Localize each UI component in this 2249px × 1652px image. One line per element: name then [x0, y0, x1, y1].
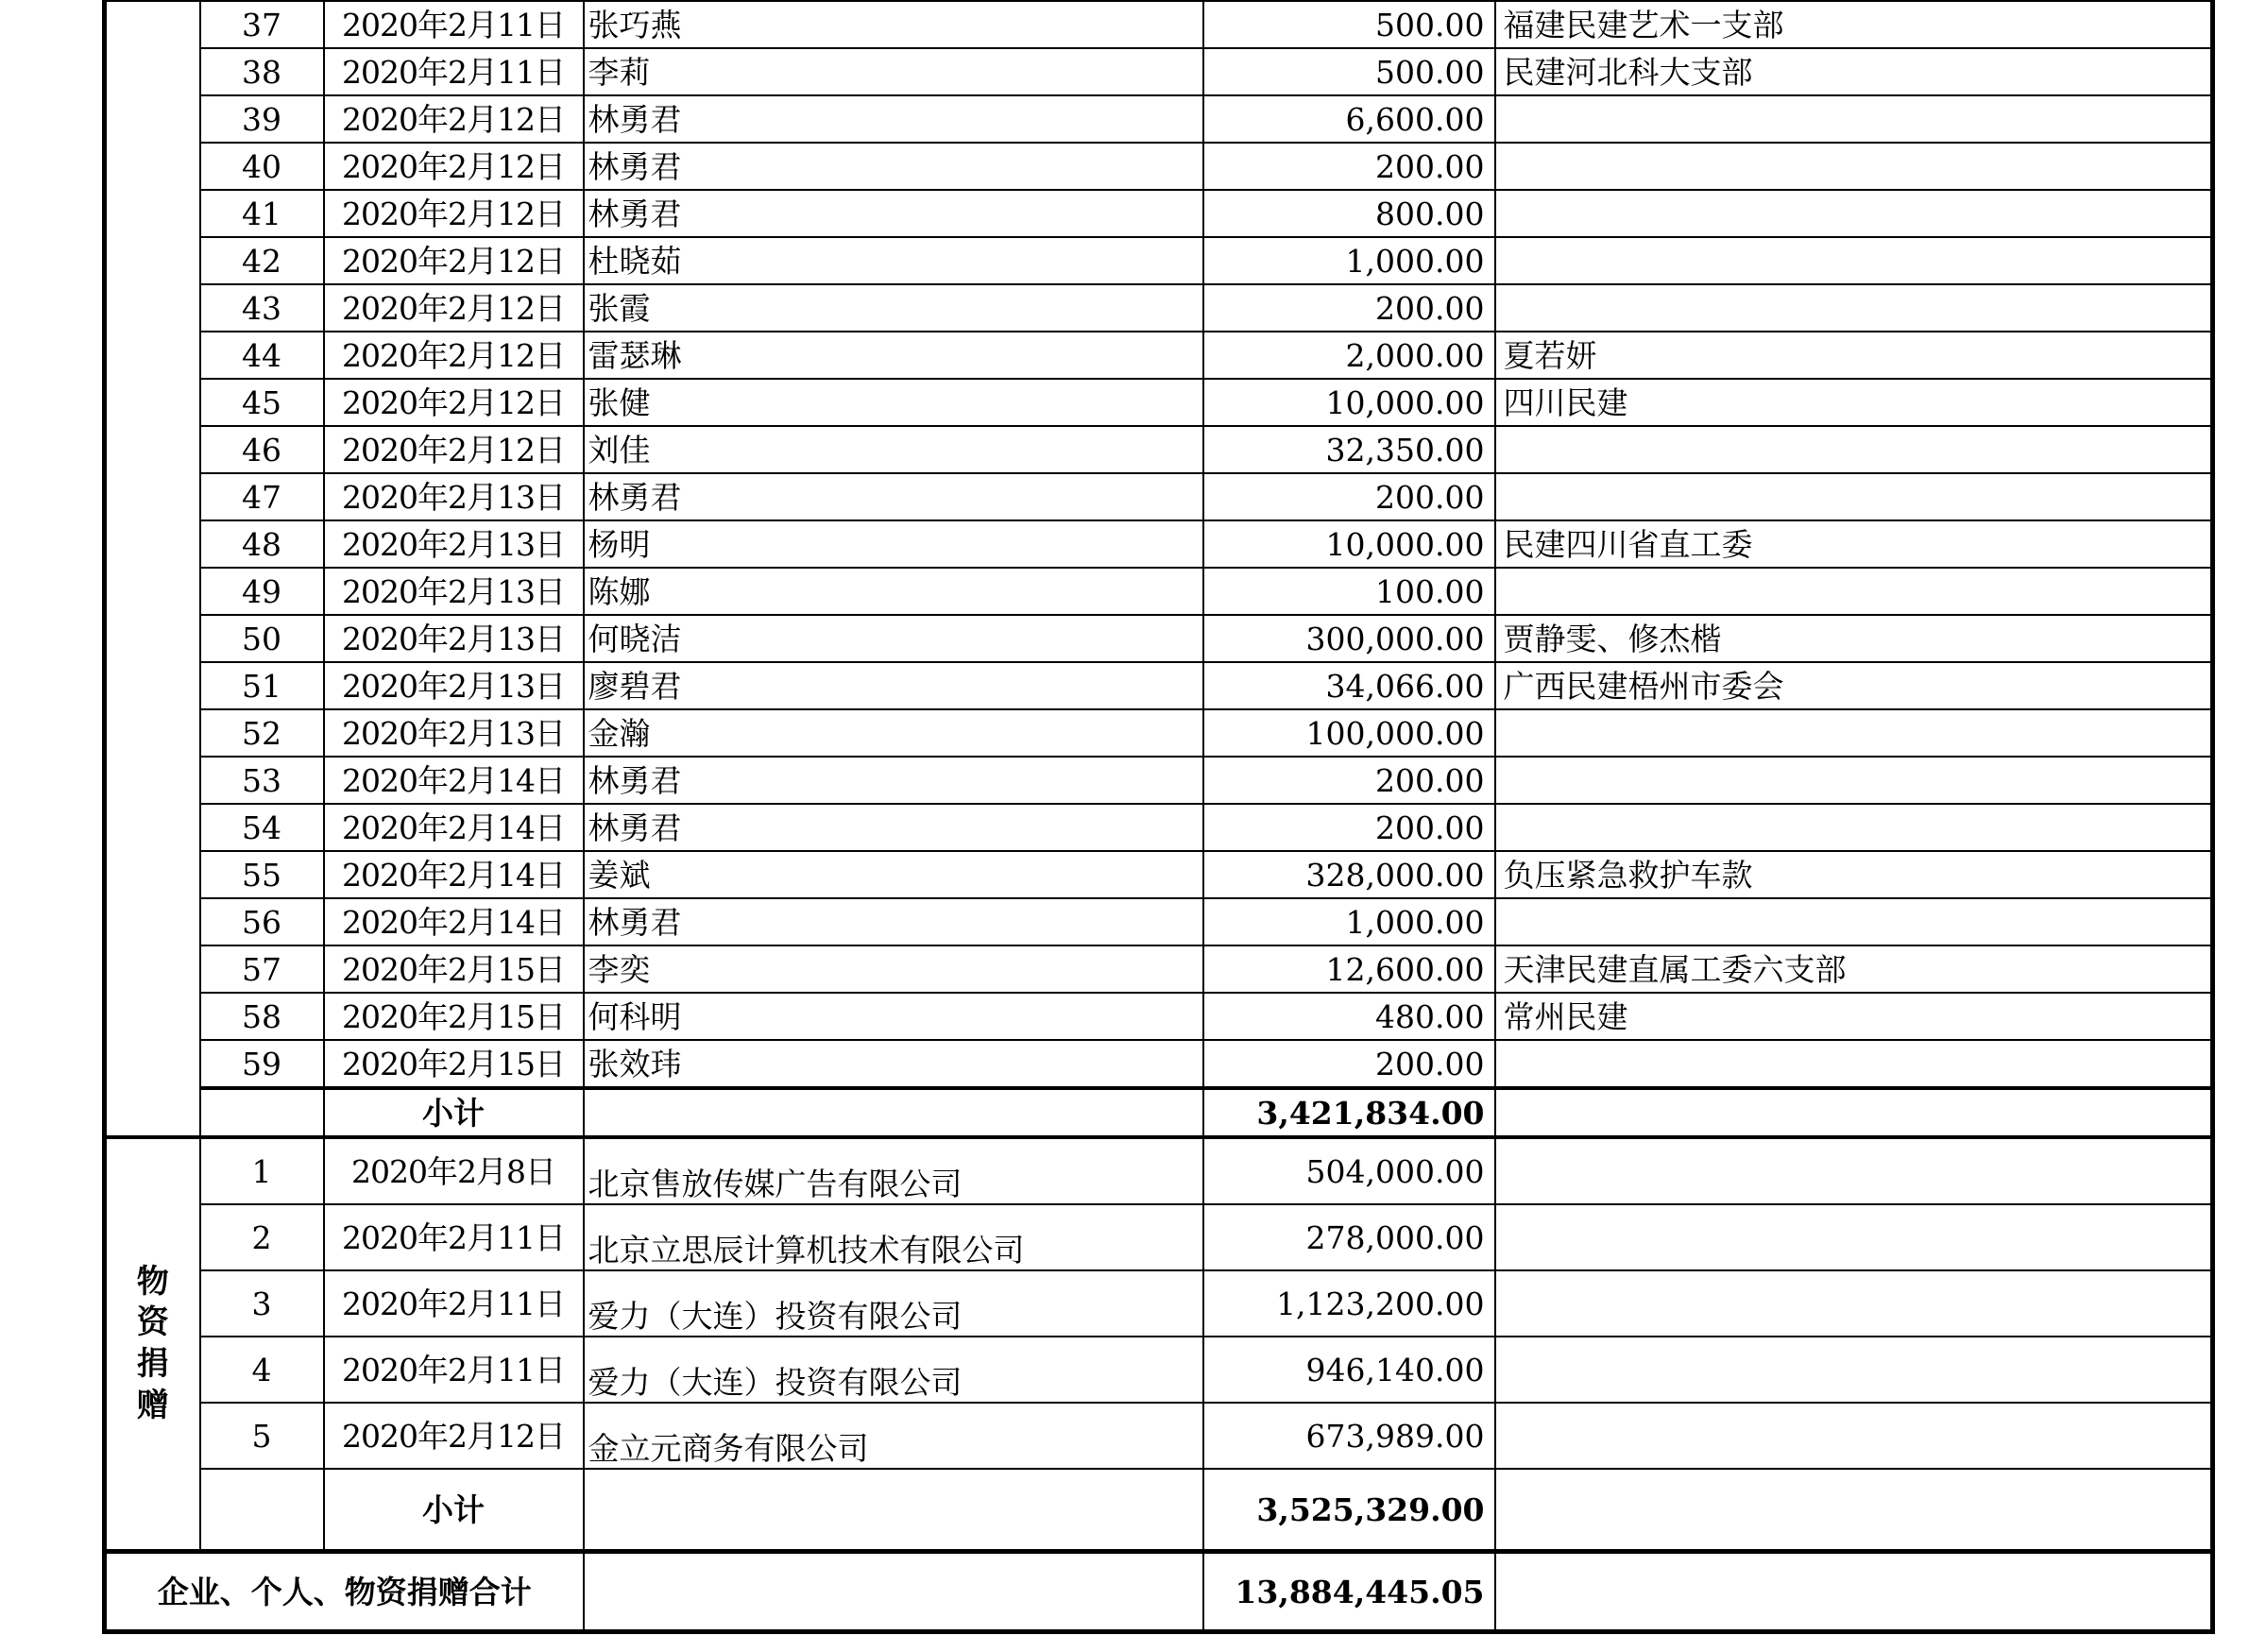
donation-amount: 200.00: [1203, 1040, 1495, 1088]
donation-amount: 34,066.00: [1203, 662, 1495, 709]
row-number: 48: [200, 520, 324, 568]
donation-date: 2020年2月14日: [324, 898, 584, 945]
donor-name: 林勇君: [584, 143, 1203, 190]
donor-name: 张效玮: [584, 1040, 1203, 1088]
grand-total-blank: [1495, 1552, 2213, 1632]
donation-date: 2020年2月12日: [324, 95, 584, 143]
donation-date: 2020年2月15日: [324, 1040, 584, 1088]
donation-amount: 500.00: [1203, 48, 1495, 95]
donation-note: [1495, 1040, 2213, 1088]
donor-name: 张霞: [584, 284, 1203, 332]
donation-note: 天津民建直属工委六支部: [1495, 945, 2213, 993]
row-number: 2: [200, 1204, 324, 1270]
row-number: 43: [200, 284, 324, 332]
section-label-cell: [105, 1, 200, 1137]
donation-amount: 32,350.00: [1203, 426, 1495, 473]
subtotal-label: 小计: [324, 1469, 584, 1552]
donation-date: 2020年2月14日: [324, 757, 584, 804]
row-number: 54: [200, 804, 324, 851]
table-row: [105, 568, 2213, 615]
donor-name: 金瀚: [584, 709, 1203, 757]
subtotal-blank: [1495, 1088, 2213, 1137]
donor-name: 张巧燕: [584, 1, 1203, 48]
donation-note: [1495, 426, 2213, 473]
table-row: [105, 709, 2213, 757]
donor-name: 林勇君: [584, 473, 1203, 520]
row-number: 52: [200, 709, 324, 757]
donation-note: 负压紧急救护车款: [1495, 851, 2213, 898]
donation-note: [1495, 1137, 2213, 1204]
donation-amount: 200.00: [1203, 473, 1495, 520]
donor-name: 李奕: [584, 945, 1203, 993]
subtotal-blank: [200, 1469, 324, 1552]
donation-note: [1495, 95, 2213, 143]
table-row: [105, 1204, 2213, 1270]
table-row: [105, 426, 2213, 473]
donation-date: 2020年2月12日: [324, 426, 584, 473]
grand-total-blank: [584, 1552, 1203, 1632]
table-row: [105, 851, 2213, 898]
donor-name: 陈娜: [584, 568, 1203, 615]
donation-date: 2020年2月12日: [324, 379, 584, 426]
donation-note: [1495, 1204, 2213, 1270]
donation-note: [1495, 568, 2213, 615]
donation-amount: 300,000.00: [1203, 615, 1495, 662]
subtotal-row: [105, 1469, 2213, 1552]
table-row: [105, 945, 2213, 993]
donor-name: 林勇君: [584, 95, 1203, 143]
donation-note: [1495, 1403, 2213, 1469]
donation-date: 2020年2月15日: [324, 945, 584, 993]
row-number: 42: [200, 237, 324, 284]
donation-date: 2020年2月12日: [324, 332, 584, 379]
donation-amount: 278,000.00: [1203, 1204, 1495, 1270]
table-row: [105, 662, 2213, 709]
row-number: 49: [200, 568, 324, 615]
donation-note: 常州民建: [1495, 993, 2213, 1040]
donation-amount: 480.00: [1203, 993, 1495, 1040]
grand-total-amount: 13,884,445.05: [1203, 1552, 1495, 1632]
grand-total-label: 企业、个人、物资捐赠合计: [105, 1552, 584, 1632]
row-number: 4: [200, 1337, 324, 1403]
donation-note: 民建河北科大支部: [1495, 48, 2213, 95]
table-row: [105, 1137, 2213, 1204]
subtotal-blank: [584, 1469, 1203, 1552]
donor-name: 林勇君: [584, 190, 1203, 237]
row-number: 39: [200, 95, 324, 143]
donor-name: 张健: [584, 379, 1203, 426]
section-label-char: 捐: [136, 1345, 169, 1383]
row-number: 56: [200, 898, 324, 945]
table-row: [105, 332, 2213, 379]
subtotal-blank: [200, 1088, 324, 1137]
donation-note: 广西民建梧州市委会: [1495, 662, 2213, 709]
row-number: 37: [200, 1, 324, 48]
donor-name: 姜斌: [584, 851, 1203, 898]
donation-note: [1495, 898, 2213, 945]
table-row: [105, 1040, 2213, 1088]
donation-date: 2020年2月8日: [324, 1137, 584, 1204]
row-number: 5: [200, 1403, 324, 1469]
row-number: 45: [200, 379, 324, 426]
donation-amount: 10,000.00: [1203, 379, 1495, 426]
donation-amount: 504,000.00: [1203, 1137, 1495, 1204]
donor-name: 林勇君: [584, 757, 1203, 804]
donation-note: 福建民建艺术一支部: [1495, 1, 2213, 48]
donation-amount: 673,989.00: [1203, 1403, 1495, 1469]
grand-total-row: [105, 1552, 2213, 1632]
donation-table: [102, 0, 2215, 1634]
donation-amount: 500.00: [1203, 1, 1495, 48]
donation-amount: 200.00: [1203, 284, 1495, 332]
subtotal-row: [105, 1088, 2213, 1137]
donation-amount: 328,000.00: [1203, 851, 1495, 898]
donation-amount: 200.00: [1203, 143, 1495, 190]
table-row: [105, 190, 2213, 237]
row-number: 57: [200, 945, 324, 993]
donation-amount: 1,123,200.00: [1203, 1270, 1495, 1337]
donation-note: 民建四川省直工委: [1495, 520, 2213, 568]
donation-note: [1495, 143, 2213, 190]
donation-date: 2020年2月13日: [324, 520, 584, 568]
donation-date: 2020年2月13日: [324, 709, 584, 757]
donation-note: [1495, 473, 2213, 520]
row-number: 41: [200, 190, 324, 237]
table-row: [105, 379, 2213, 426]
donor-name: 李莉: [584, 48, 1203, 95]
donation-amount: 1,000.00: [1203, 898, 1495, 945]
row-number: 58: [200, 993, 324, 1040]
donation-note: [1495, 709, 2213, 757]
donation-date: 2020年2月12日: [324, 284, 584, 332]
donation-date: 2020年2月13日: [324, 473, 584, 520]
table-row: [105, 1337, 2213, 1403]
donation-note: [1495, 804, 2213, 851]
subtotal-blank: [584, 1088, 1203, 1137]
table-row: [105, 804, 2213, 851]
donation-date: 2020年2月11日: [324, 1, 584, 48]
row-number: 47: [200, 473, 324, 520]
donation-date: 2020年2月12日: [324, 190, 584, 237]
subtotal-label: 小计: [324, 1088, 584, 1137]
donation-note: 贾静雯、修杰楷: [1495, 615, 2213, 662]
donation-date: 2020年2月15日: [324, 993, 584, 1040]
table-row: [105, 48, 2213, 95]
table-row: [105, 473, 2213, 520]
donation-date: 2020年2月14日: [324, 804, 584, 851]
row-number: 40: [200, 143, 324, 190]
donation-note: 四川民建: [1495, 379, 2213, 426]
row-number: 44: [200, 332, 324, 379]
donation-date: 2020年2月11日: [324, 1337, 584, 1403]
section-label-char: 资: [136, 1303, 169, 1342]
donor-name: 何晓洁: [584, 615, 1203, 662]
donor-name: 何科明: [584, 993, 1203, 1040]
donation-date: 2020年2月11日: [324, 48, 584, 95]
donation-date: 2020年2月14日: [324, 851, 584, 898]
donation-amount: 2,000.00: [1203, 332, 1495, 379]
donation-note: [1495, 284, 2213, 332]
donation-date: 2020年2月13日: [324, 662, 584, 709]
donation-amount: 200.00: [1203, 804, 1495, 851]
section-label-material: [105, 1137, 200, 1552]
table-row: [105, 898, 2213, 945]
donation-note: [1495, 757, 2213, 804]
table-row: [105, 237, 2213, 284]
donor-name: 林勇君: [584, 804, 1203, 851]
donor-name: 爱力（大连）投资有限公司: [584, 1337, 1203, 1403]
table-row: [105, 143, 2213, 190]
donation-date: 2020年2月11日: [324, 1204, 584, 1270]
table-row: [105, 284, 2213, 332]
donor-name: 廖碧君: [584, 662, 1203, 709]
donation-amount: 12,600.00: [1203, 945, 1495, 993]
donation-date: 2020年2月13日: [324, 615, 584, 662]
row-number: 51: [200, 662, 324, 709]
donor-name: 金立元商务有限公司: [584, 1403, 1203, 1469]
table-row: [105, 1, 2213, 48]
section-label-char: 赠: [136, 1386, 169, 1424]
row-number: 55: [200, 851, 324, 898]
donation-amount: 6,600.00: [1203, 95, 1495, 143]
donation-note: [1495, 1270, 2213, 1337]
table-row: [105, 520, 2213, 568]
row-number: 1: [200, 1137, 324, 1204]
row-number: 50: [200, 615, 324, 662]
donation-amount: 100.00: [1203, 568, 1495, 615]
section-label-char: 物: [136, 1262, 169, 1301]
table-row: [105, 757, 2213, 804]
donation-date: 2020年2月13日: [324, 568, 584, 615]
donation-amount: 200.00: [1203, 757, 1495, 804]
donor-name: 爱力（大连）投资有限公司: [584, 1270, 1203, 1337]
subtotal-amount: 3,421,834.00: [1203, 1088, 1495, 1137]
table-row: [105, 1403, 2213, 1469]
donation-date: 2020年2月11日: [324, 1270, 584, 1337]
donor-name: 杨明: [584, 520, 1203, 568]
donor-name: 北京立思辰计算机技术有限公司: [584, 1204, 1203, 1270]
subtotal-blank: [1495, 1469, 2213, 1552]
donation-date: 2020年2月12日: [324, 1403, 584, 1469]
row-number: 38: [200, 48, 324, 95]
row-number: 53: [200, 757, 324, 804]
donation-note: [1495, 190, 2213, 237]
donation-note: 夏若妍: [1495, 332, 2213, 379]
donor-name: 北京售放传媒广告有限公司: [584, 1137, 1203, 1204]
table-row: [105, 1270, 2213, 1337]
donation-amount: 946,140.00: [1203, 1337, 1495, 1403]
donor-name: 林勇君: [584, 898, 1203, 945]
donation-date: 2020年2月12日: [324, 237, 584, 284]
donation-date: 2020年2月12日: [324, 143, 584, 190]
donation-note: [1495, 1337, 2213, 1403]
donor-name: 雷瑟琳: [584, 332, 1203, 379]
donation-amount: 800.00: [1203, 190, 1495, 237]
row-number: 46: [200, 426, 324, 473]
donation-note: [1495, 237, 2213, 284]
donation-amount: 1,000.00: [1203, 237, 1495, 284]
row-number: 3: [200, 1270, 324, 1337]
subtotal-amount: 3,525,329.00: [1203, 1469, 1495, 1552]
donation-amount: 10,000.00: [1203, 520, 1495, 568]
donor-name: 杜晓茹: [584, 237, 1203, 284]
donation-amount: 100,000.00: [1203, 709, 1495, 757]
donor-name: 刘佳: [584, 426, 1203, 473]
table-row: [105, 615, 2213, 662]
table-row: [105, 993, 2213, 1040]
table-row: [105, 95, 2213, 143]
row-number: 59: [200, 1040, 324, 1088]
